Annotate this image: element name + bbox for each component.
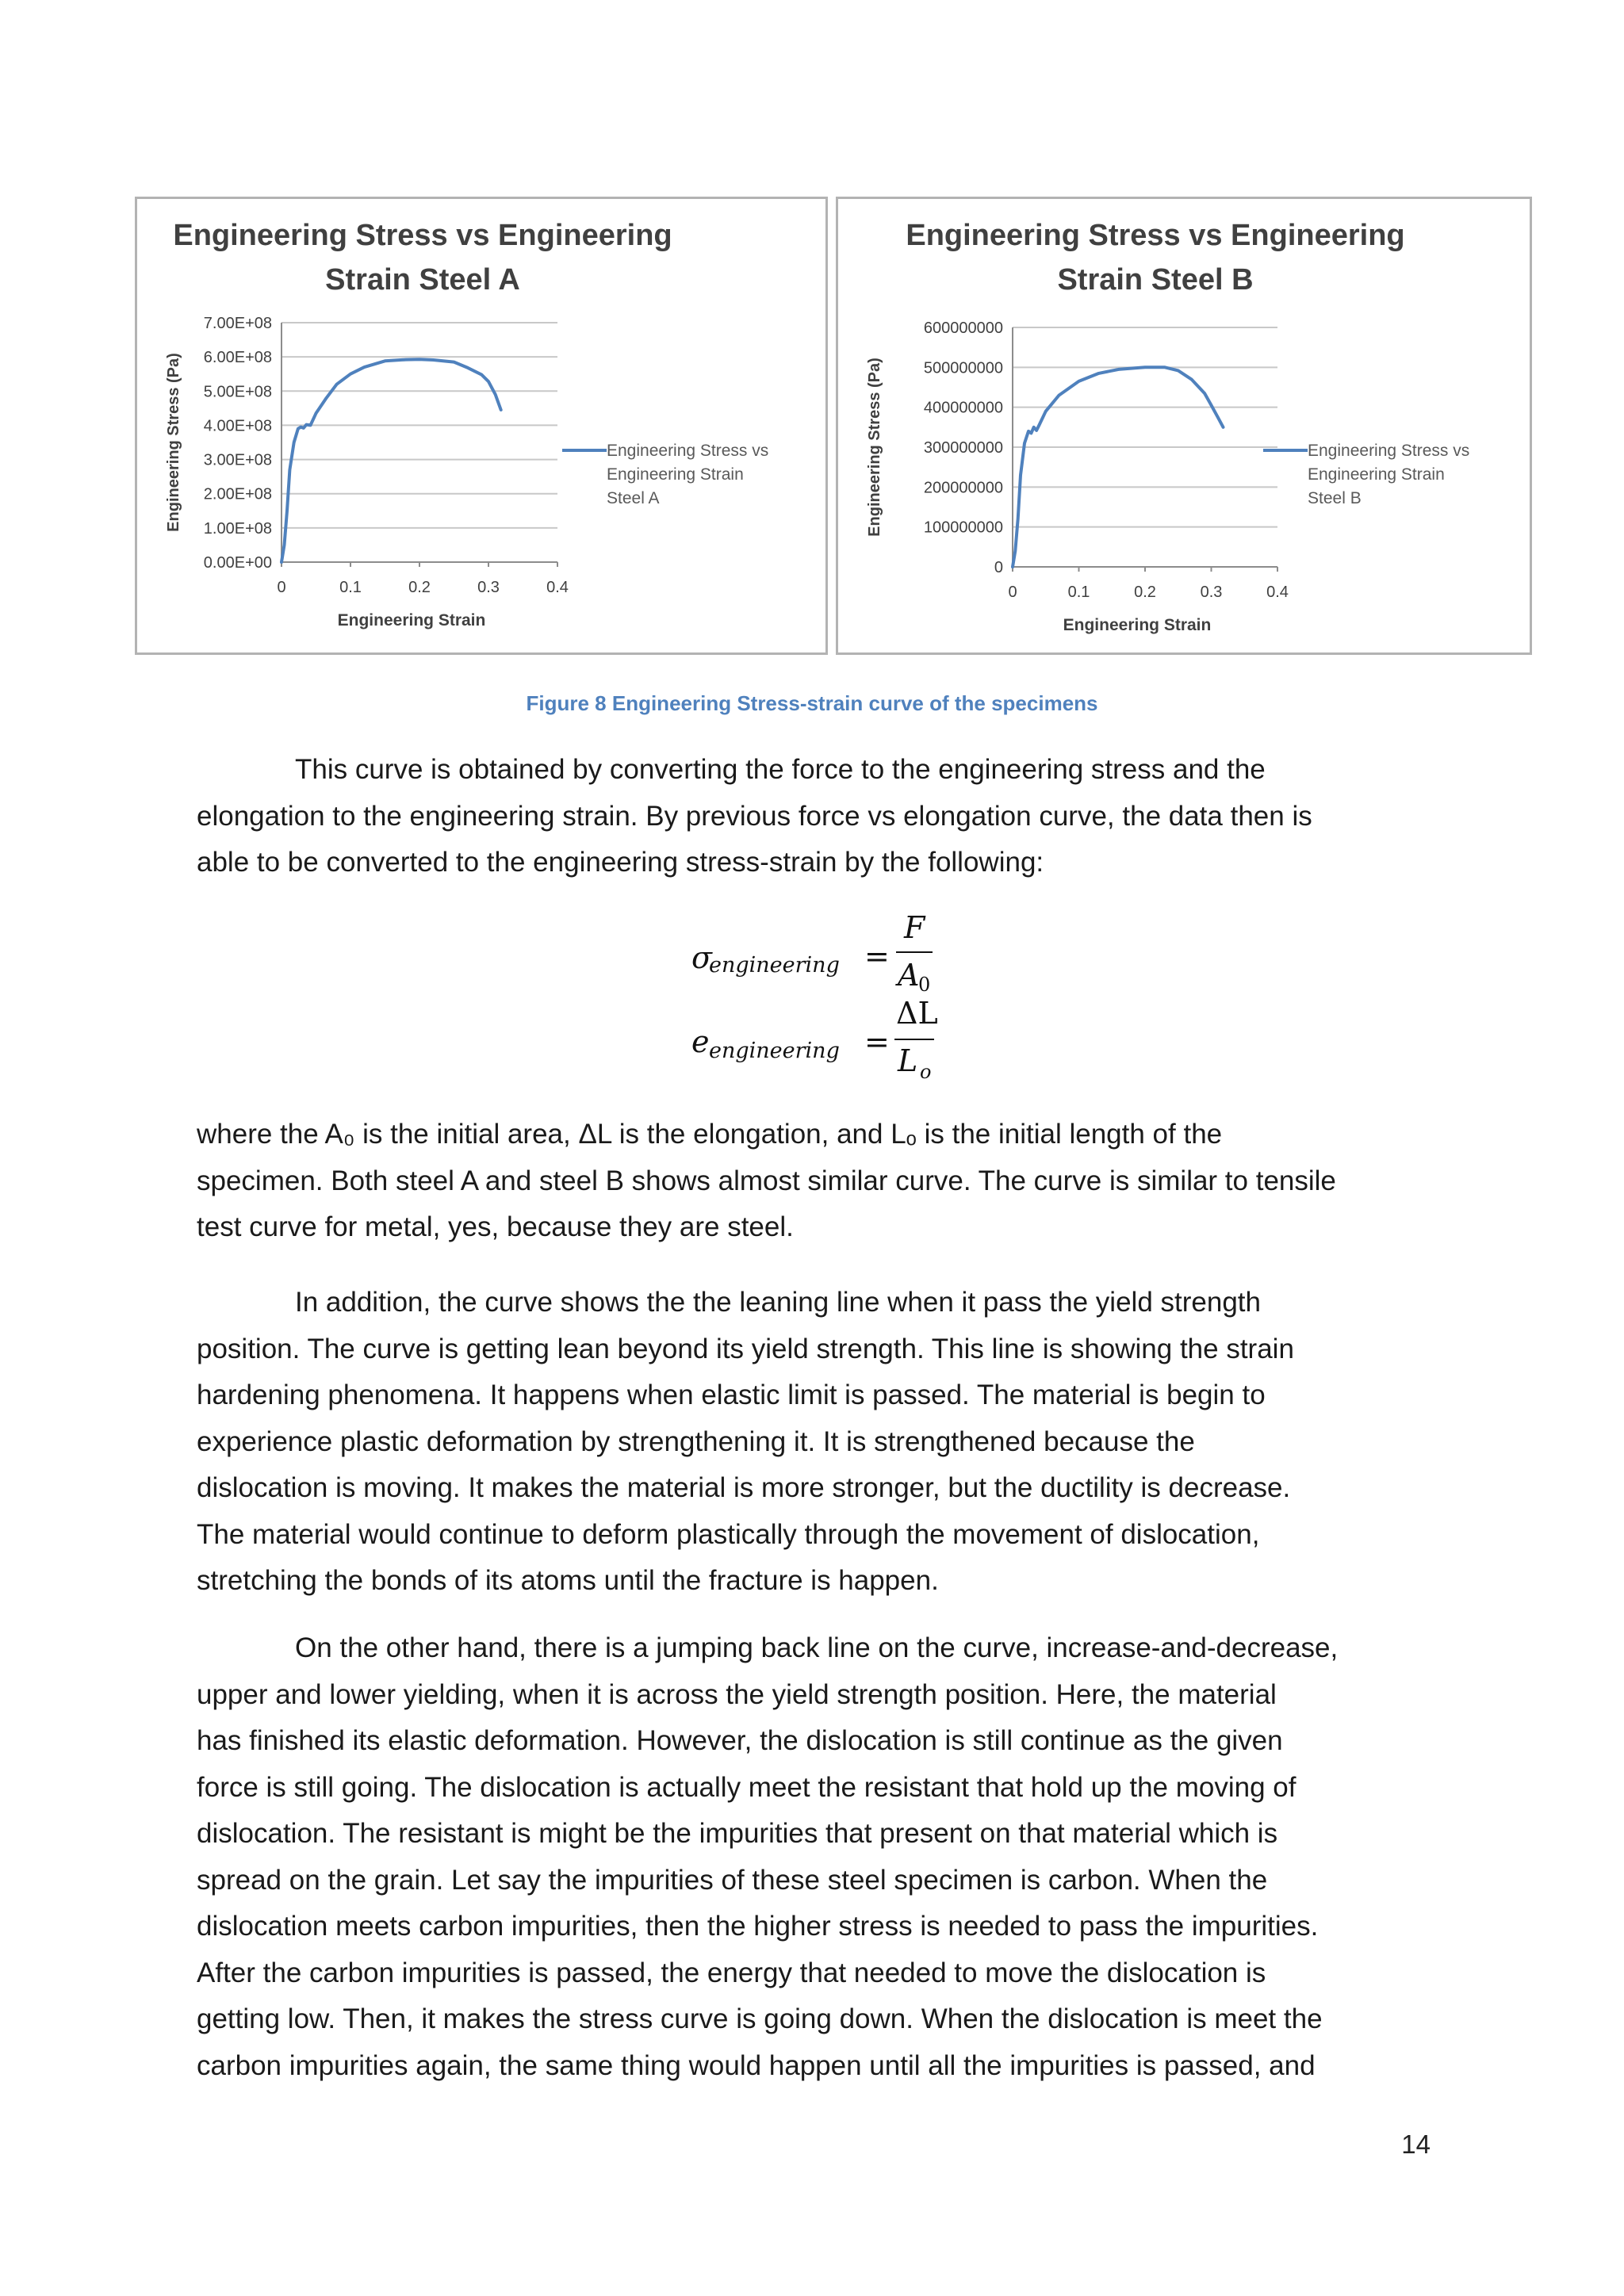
text-line: test curve for metal, yes, because they are steel. [197,1211,794,1242]
y-tick-label: 300000000 [923,439,1003,457]
x-axis-label: Engineering Strain [337,611,486,629]
x-tick-label: 0 [1008,584,1017,601]
fraction-denominator-subscript: o [920,1061,932,1083]
legend-label: Engineering Strain [607,465,744,484]
text-line: The material would continue to deform plastically through the movement of dislocation, [197,1518,1260,1550]
text-line: After the carbon impurities is passed, the energy that needed to move the dislocation is [197,1957,1266,1988]
text-line: On the other hand, there is a jumping back line on the curve, increase-and-decrease, [295,1632,1339,1663]
text-line: hardening phenomena. It happens when elastic limit is passed. The material is begin to [197,1380,1266,1410]
page-number: 14 [1401,2130,1431,2159]
text-line: stretching the bonds of its atoms until the fracture is happen. [197,1565,939,1596]
paragraph-3 [197,1280,1434,1605]
text-line: dislocation meets carbon impurities, then the higher stress is needed to pass the impurities. [197,1911,1319,1942]
y-tick-label: 600000000 [923,320,1003,337]
y-tick-label: 3.00E+08 [203,451,272,469]
chart-title: Engineering Stress vs Engineering [173,219,672,252]
series-line [282,359,501,562]
text-line: specimen. Both steel A and steel B shows almost similar curve. The curve is similar to tensile [197,1165,1336,1196]
y-tick-label: 0 [994,559,1003,576]
fraction-bar [894,1039,934,1040]
text-line: has finished its elastic deformation. However, the dislocation is still continue as the given [197,1725,1283,1756]
text-line: where the A₀ is the initial area, ΔL is the elongation, and Lₒ is the initial length of the [197,1119,1223,1150]
figure-caption: Figure 8 Engineering Stress-strain curve of the specimens [526,691,1098,715]
fraction-numerator: ΔL [896,996,938,1031]
x-tick-label: 0.1 [339,579,362,596]
text-line: In addition, the curve shows the the leaning line when it pass the yield strength [295,1287,1261,1318]
text-line: elongation to the engineering strain. By previous force vs elongation curve, the data then is [197,800,1312,832]
chart-steel-a [135,197,828,655]
x-tick-label: 0.4 [546,579,569,596]
fraction-denominator-subscript: 0 [918,974,931,996]
y-tick-label: 4.00E+08 [203,417,272,435]
text-line: dislocation. The resistant is might be the impurities that present on that material which is [197,1818,1278,1849]
x-axis-label: Engineering Strain [1063,616,1212,634]
text-line: getting low. Then, it makes the stress curve is going down. When the dislocation is meet the [197,2003,1323,2034]
x-tick-label: 0.3 [477,579,500,596]
y-tick-label: 7.00E+08 [203,315,272,332]
paragraph-2 [197,1112,1434,1251]
series-line [1013,367,1224,567]
x-tick-label: 0.4 [1266,584,1289,601]
chart-title: Strain Steel A [325,263,520,297]
x-tick-label: 0.2 [408,579,431,596]
sigma-subscript: engineering [709,953,840,978]
equals-sign: = [864,1024,890,1059]
legend-label: Engineering Strain [1308,465,1445,484]
legend-label: Steel B [1308,489,1362,507]
chart-steel-a-svg [137,199,825,652]
text-line: spread on the grain. Let say the impurities of these steel specimen is carbon. When the [197,1864,1268,1896]
y-tick-label: 1.00E+08 [203,519,272,538]
x-tick-label: 0.3 [1200,584,1223,601]
fraction-bar [896,951,933,953]
y-tick-label: 200000000 [923,479,1003,497]
y-tick-label: 0.00E+00 [203,554,272,572]
equals-sign: = [864,939,890,974]
x-tick-label: 0.2 [1134,584,1156,601]
legend-label: Engineering Stress vs [1308,442,1470,460]
sigma-symbol: σ [691,940,712,975]
x-tick-label: 0 [277,579,286,596]
chart-steel-b [836,197,1532,655]
text-line: position. The curve is getting lean beyond its yield strength. This line is showing the strain [197,1333,1294,1364]
fraction-denominator: L [898,1043,918,1078]
fraction-numerator: F [904,910,925,945]
text-line: carbon impurities again, the same thing would happen until all the impurities is passed, and [197,2049,1316,2081]
paragraph-1 [197,747,1434,886]
text-line: upper and lower yielding, when it is across the yield strength position. Here, the material [197,1678,1277,1710]
y-tick-label: 500000000 [923,359,1003,377]
y-tick-label: 100000000 [923,519,1003,537]
text-line: able to be converted to the engineering stress-strain by the following: [197,847,1044,878]
y-axis-label: Engineering Stress (Pa) [165,353,182,532]
fraction-denominator: A [898,958,920,993]
text-line: dislocation is moving. It makes the material is more stronger, but the ductility is decrease. [197,1472,1291,1503]
text-line: force is still going. The dislocation is actually meet the resistant that hold up the moving of [197,1771,1297,1803]
legend-label: Steel A [607,489,660,507]
y-tick-label: 2.00E+08 [203,485,272,503]
chart-steel-b-svg [838,199,1530,652]
text-line: This curve is obtained by converting the force to the engineering stress and the [295,754,1266,785]
y-tick-label: 6.00E+08 [203,349,272,367]
x-tick-label: 0.1 [1067,584,1090,601]
e-symbol: e [691,1024,710,1059]
text-line: experience plastic deformation by strengthening it. It is strengthened because the [197,1425,1195,1457]
y-axis-label: Engineering Stress (Pa) [866,358,883,537]
paragraph-4 [197,1625,1434,2089]
y-tick-label: 5.00E+08 [203,383,272,401]
y-tick-label: 400000000 [923,399,1003,417]
e-subscript: engineering [709,1039,840,1063]
chart-title: Strain Steel B [1057,263,1254,297]
chart-title: Engineering Stress vs Engineering [906,219,1405,252]
legend-label: Engineering Stress vs [607,442,769,460]
